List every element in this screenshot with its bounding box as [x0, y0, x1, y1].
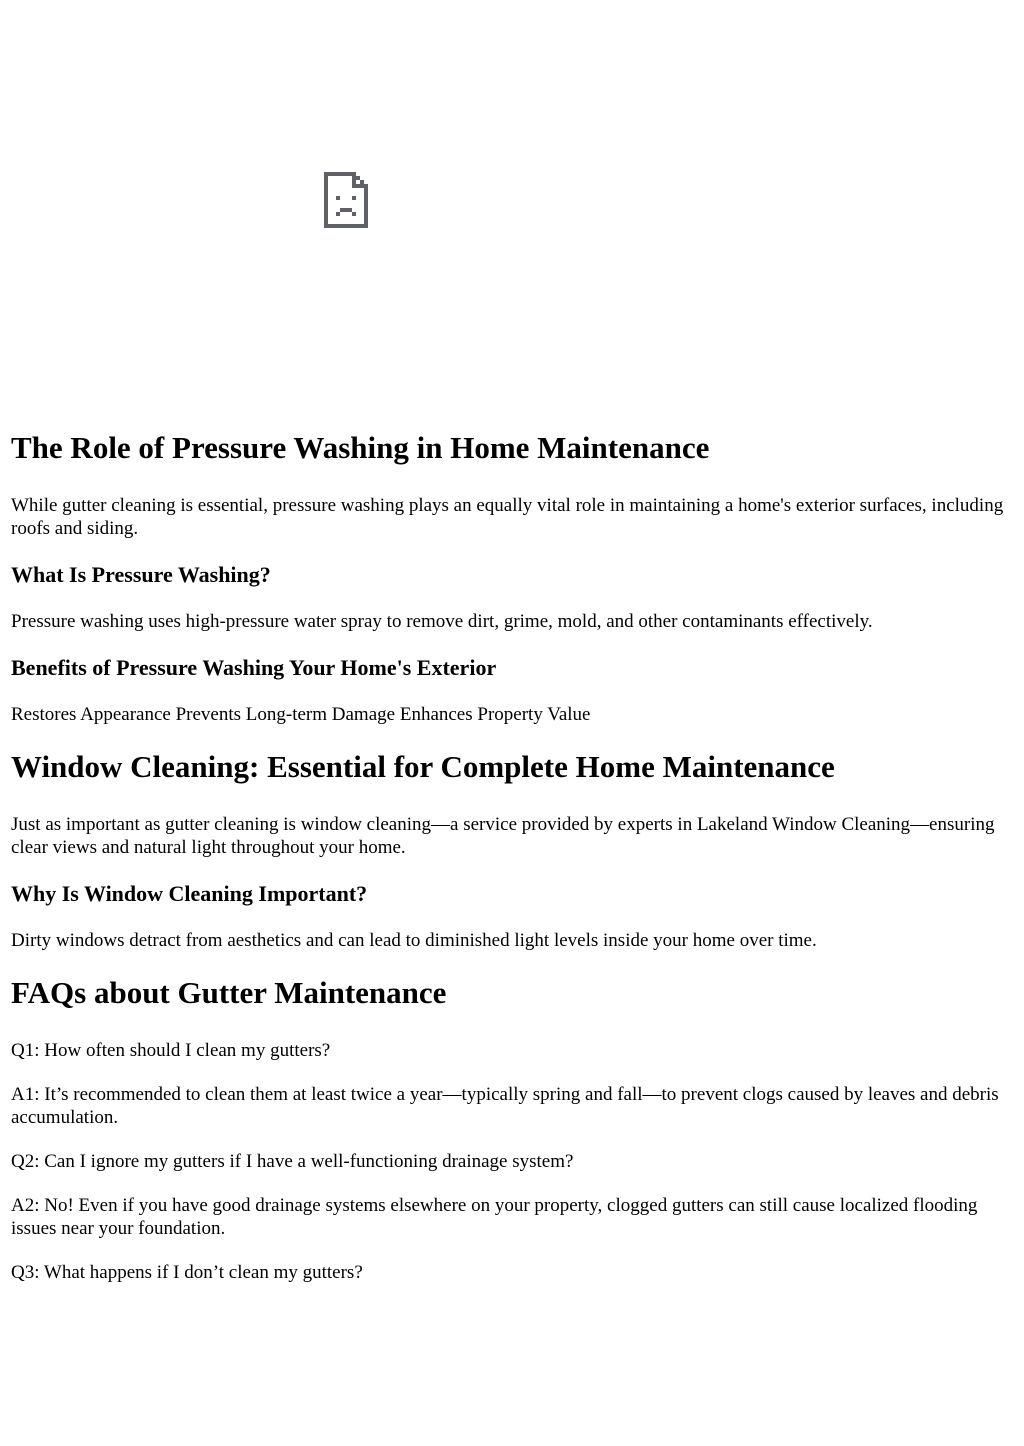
why-window-cleaning-heading: Why Is Window Cleaning Important?: [11, 881, 368, 906]
pressure-washing-benefits-heading: Benefits of Pressure Washing Your Home's Exterior: [11, 655, 497, 680]
embedded-frame: [0, 0, 692, 400]
window-cleaning-intro: Just as important as gutter cleaning is window cleaning—a service provided by experts in Lakeland Window Cleaning—ensuring clear views and natural light throughout your home.: [11, 814, 995, 858]
faq-question-1: Q1: How often should I clean my gutters?: [11, 1040, 331, 1061]
article-content: [11, 428, 1013, 1305]
pressure-washing-benefits-text: Restores Appearance Prevents Long-term Damage Enhances Property Value: [11, 704, 591, 725]
faq-heading: FAQs about Gutter Maintenance: [11, 975, 447, 1010]
why-window-cleaning-text: Dirty windows detract from aesthetics and can lead to diminished light levels inside your home over time.: [11, 930, 817, 951]
window-cleaning-heading: Window Cleaning: Essential for Complete Home Maintenance: [11, 749, 835, 784]
faq-question-2: Q2: Can I ignore my gutters if I have a well-functioning drainage system?: [11, 1151, 574, 1172]
pressure-washing-heading: The Role of Pressure Washing in Home Maintenance: [11, 430, 710, 465]
faq-answer-1: A1: It’s recommended to clean them at least twice a year—typically spring and fall—to prevent clogs caused by leaves and debris accumulation.: [11, 1084, 999, 1128]
what-is-pressure-washing-text: Pressure washing uses high-pressure water spray to remove dirt, grime, mold, and other contaminants effectively.: [11, 611, 873, 632]
faq-answer-2: A2: No! Even if you have good drainage systems elsewhere on your property, clogged gutters can still cause localized flooding issues near your foundation.: [11, 1195, 978, 1239]
pressure-washing-intro: While gutter cleaning is essential, pressure washing plays an equally vital role in maintaining a home's exterior surfaces, including roofs and siding.: [11, 495, 1004, 539]
broken-document-icon: [324, 172, 368, 228]
faq-question-3: Q3: What happens if I don’t clean my gutters?: [11, 1262, 363, 1283]
what-is-pressure-washing-heading: What Is Pressure Washing?: [11, 562, 271, 587]
